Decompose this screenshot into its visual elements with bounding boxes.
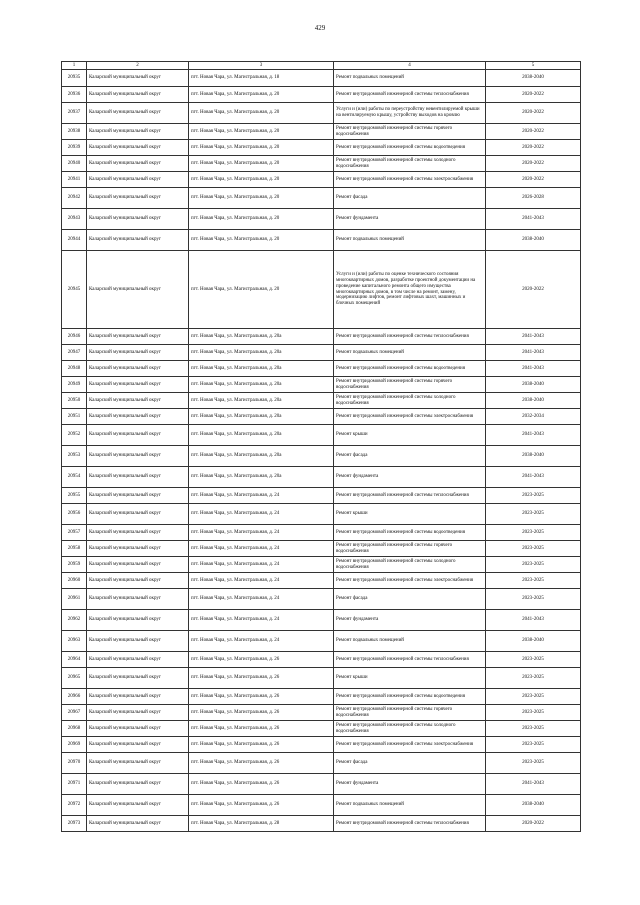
cell-work: Ремонт внутридомовой инженерной системы холодного водоснабжения: [334, 557, 486, 573]
cell-id: 20941: [62, 172, 87, 188]
cell-id: 20953: [62, 446, 87, 467]
cell-address: пгт. Новая Чара, ул. Магистральная, д. 26: [189, 652, 334, 668]
cell-address: пгт. Новая Чара, ул. Магистральная, д. 20а: [189, 409, 334, 425]
cell-id: 20971: [62, 774, 87, 795]
cell-period: 2041-2043: [486, 361, 581, 377]
cell-address: пгт. Новая Чара, ул. Магистральная, д. 20: [189, 156, 334, 172]
cell-address: пгт. Новая Чара, ул. Магистральная, д. 26: [189, 721, 334, 737]
cell-work: Ремонт внутридомовой инженерной системы электроснабжения: [334, 573, 486, 589]
cell-id: 20973: [62, 816, 87, 832]
cell-work: Ремонт внутридомовой инженерной системы теплоснабжения: [334, 816, 486, 832]
cell-id: 20962: [62, 610, 87, 631]
table-row: [62, 737, 581, 753]
cell-address: пгт. Новая Чара, ул. Магистральная, д. 20: [189, 172, 334, 188]
cell-period: 2023-2025: [486, 753, 581, 774]
cell-period: 2020-2022: [486, 816, 581, 832]
cell-district: Каларский муниципальный округ: [87, 689, 189, 705]
cell-district: Каларский муниципальный округ: [87, 361, 189, 377]
cell-address: пгт. Новая Чара, ул. Магистральная, д. 24: [189, 504, 334, 525]
cell-work: Ремонт фундамента: [334, 209, 486, 230]
cell-period: 2023-2025: [486, 652, 581, 668]
cell-id: 20943: [62, 209, 87, 230]
cell-id: 20945: [62, 251, 87, 329]
cell-work: Ремонт крыши: [334, 668, 486, 689]
cell-id: 20970: [62, 753, 87, 774]
table-row: [62, 361, 581, 377]
cell-district: Каларский муниципальный округ: [87, 377, 189, 393]
cell-address: пгт. Новая Чара, ул. Магистральная, д. 20а: [189, 377, 334, 393]
cell-address: пгт. Новая Чара, ул. Магистральная, д. 24: [189, 541, 334, 557]
cell-id: 20967: [62, 705, 87, 721]
cell-id: 20947: [62, 345, 87, 361]
capital-repair-table: [61, 61, 581, 832]
cell-id: 20954: [62, 467, 87, 488]
cell-district: Каларский муниципальный округ: [87, 393, 189, 409]
cell-address: пгт. Новая Чара, ул. Магистральная, д. 28: [189, 816, 334, 832]
cell-work: Ремонт внутридомовой инженерной системы электроснабжения: [334, 409, 486, 425]
table-row: [62, 230, 581, 251]
cell-id: 20937: [62, 103, 87, 124]
cell-work: Ремонт подвальных помещений: [334, 631, 486, 652]
cell-work: Ремонт внутридомовой инженерной системы горячего водоснабжения: [334, 124, 486, 140]
table-row: [62, 156, 581, 172]
cell-period: 2023-2025: [486, 541, 581, 557]
cell-district: Каларский муниципальный округ: [87, 610, 189, 631]
cell-district: Каларский муниципальный округ: [87, 251, 189, 329]
cell-address: пгт. Новая Чара, ул. Магистральная, д. 20: [189, 140, 334, 156]
cell-id: 20935: [62, 70, 87, 87]
cell-district: Каларский муниципальный округ: [87, 557, 189, 573]
table-row: [62, 425, 581, 446]
cell-district: Каларский муниципальный округ: [87, 124, 189, 140]
cell-address: пгт. Новая Чара, ул. Магистральная, д. 26: [189, 737, 334, 753]
cell-address: пгт. Новая Чара, ул. Магистральная, д. 20: [189, 188, 334, 209]
cell-district: Каларский муниципальный округ: [87, 573, 189, 589]
cell-work: Ремонт фасада: [334, 446, 486, 467]
table-row: [62, 573, 581, 589]
table-row: [62, 488, 581, 504]
table-header-row: [62, 62, 581, 70]
cell-work: Ремонт фасада: [334, 188, 486, 209]
cell-period: 2038-2040: [486, 70, 581, 87]
cell-address: пгт. Новая Чара, ул. Магистральная, д. 20а: [189, 329, 334, 345]
cell-id: 20955: [62, 488, 87, 504]
table-row: [62, 668, 581, 689]
cell-district: Каларский муниципальный округ: [87, 721, 189, 737]
cell-period: 2020-2022: [486, 140, 581, 156]
cell-work: Ремонт внутридомовой инженерной системы водоотведения: [334, 525, 486, 541]
cell-district: Каларский муниципальный округ: [87, 70, 189, 87]
cell-work: Ремонт внутридомовой инженерной системы теплоснабжения: [334, 488, 486, 504]
cell-address: пгт. Новая Чара, ул. Магистральная, д. 24: [189, 589, 334, 610]
cell-district: Каларский муниципальный округ: [87, 488, 189, 504]
cell-id: 20951: [62, 409, 87, 425]
table-row: [62, 652, 581, 668]
cell-district: Каларский муниципальный округ: [87, 209, 189, 230]
cell-id: 20958: [62, 541, 87, 557]
cell-period: 2041-2043: [486, 329, 581, 345]
cell-id: 20944: [62, 230, 87, 251]
cell-work: Ремонт фундамента: [334, 774, 486, 795]
table-row: [62, 209, 581, 230]
table-row: [62, 172, 581, 188]
table-row: [62, 329, 581, 345]
table-row: [62, 525, 581, 541]
table-row: [62, 541, 581, 557]
cell-period: 2020-2022: [486, 251, 581, 329]
cell-work: Ремонт подвальных помещений: [334, 230, 486, 251]
cell-work: Ремонт внутридомовой инженерной системы электроснабжения: [334, 172, 486, 188]
column-header: 2: [87, 62, 189, 70]
cell-id: 20948: [62, 361, 87, 377]
cell-district: Каларский муниципальный округ: [87, 589, 189, 610]
table-row: [62, 103, 581, 124]
cell-id: 20965: [62, 668, 87, 689]
cell-id: 20942: [62, 188, 87, 209]
cell-district: Каларский муниципальный округ: [87, 541, 189, 557]
cell-period: 2023-2025: [486, 689, 581, 705]
cell-address: пгт. Новая Чара, ул. Магистральная, д. 20а: [189, 361, 334, 377]
table-row: [62, 504, 581, 525]
cell-period: 2023-2025: [486, 721, 581, 737]
table-row: [62, 589, 581, 610]
cell-work: Ремонт внутридомовой инженерной системы теплоснабжения: [334, 652, 486, 668]
cell-period: 2023-2025: [486, 573, 581, 589]
cell-work: Ремонт внутридомовой инженерной системы горячего водоснабжения: [334, 541, 486, 557]
cell-period: 2026-2028: [486, 188, 581, 209]
table-row: [62, 557, 581, 573]
table-row: [62, 631, 581, 652]
cell-period: 2020-2022: [486, 156, 581, 172]
cell-address: пгт. Новая Чара, ул. Магистральная, д. 20: [189, 209, 334, 230]
cell-period: 2041-2043: [486, 774, 581, 795]
cell-work: Ремонт внутридомовой инженерной системы горячего водоснабжения: [334, 705, 486, 721]
cell-period: 2038-2040: [486, 795, 581, 816]
cell-district: Каларский муниципальный округ: [87, 140, 189, 156]
cell-id: 20949: [62, 377, 87, 393]
table-row: [62, 446, 581, 467]
cell-district: Каларский муниципальный округ: [87, 795, 189, 816]
cell-address: пгт. Новая Чара, ул. Магистральная, д. 20а: [189, 446, 334, 467]
cell-district: Каларский муниципальный округ: [87, 631, 189, 652]
cell-id: 20946: [62, 329, 87, 345]
table-row: [62, 816, 581, 832]
cell-id: 20936: [62, 87, 87, 103]
cell-district: Каларский муниципальный округ: [87, 753, 189, 774]
cell-period: 2041-2043: [486, 610, 581, 631]
cell-district: Каларский муниципальный округ: [87, 774, 189, 795]
cell-district: Каларский муниципальный округ: [87, 103, 189, 124]
cell-id: 20957: [62, 525, 87, 541]
cell-work: Ремонт подвальных помещений: [334, 345, 486, 361]
cell-address: пгт. Новая Чара, ул. Магистральная, д. 24: [189, 525, 334, 541]
cell-id: 20939: [62, 140, 87, 156]
cell-id: 20968: [62, 721, 87, 737]
cell-address: пгт. Новая Чара, ул. Магистральная, д. 26: [189, 705, 334, 721]
cell-district: Каларский муниципальный округ: [87, 425, 189, 446]
cell-work: Ремонт подвальных помещений: [334, 70, 486, 87]
cell-work: Ремонт внутридомовой инженерной системы теплоснабжения: [334, 329, 486, 345]
table-row: [62, 251, 581, 329]
table-row: [62, 774, 581, 795]
cell-address: пгт. Новая Чара, ул. Магистральная, д. 20а: [189, 425, 334, 446]
cell-id: 20959: [62, 557, 87, 573]
cell-address: пгт. Новая Чара, ул. Магистральная, д. 26: [189, 774, 334, 795]
table-row: [62, 188, 581, 209]
cell-period: 2038-2040: [486, 446, 581, 467]
cell-id: 20938: [62, 124, 87, 140]
cell-work: Ремонт внутридомовой инженерной системы водоотведения: [334, 361, 486, 377]
cell-address: пгт. Новая Чара, ул. Магистральная, д. 26: [189, 795, 334, 816]
cell-address: пгт. Новая Чара, ул. Магистральная, д. 20а: [189, 393, 334, 409]
cell-district: Каларский муниципальный округ: [87, 525, 189, 541]
cell-work: Ремонт фундамента: [334, 467, 486, 488]
cell-address: пгт. Новая Чара, ул. Магистральная, д. 20а: [189, 467, 334, 488]
column-header: 1: [62, 62, 87, 70]
cell-period: 2041-2043: [486, 345, 581, 361]
cell-district: Каларский муниципальный округ: [87, 737, 189, 753]
cell-id: 20972: [62, 795, 87, 816]
cell-work: Ремонт фундамента: [334, 610, 486, 631]
cell-address: пгт. Новая Чара, ул. Магистральная, д. 18: [189, 70, 334, 87]
cell-work: Ремонт внутридомовой инженерной системы водоотведения: [334, 689, 486, 705]
cell-work: Услуги и (или) работы по переустройству невентилируемой крыши на вентилируемую крышу, устройству выходов на кровлю: [334, 103, 486, 124]
cell-work: Ремонт внутридомовой инженерной системы электроснабжения: [334, 737, 486, 753]
cell-address: пгт. Новая Чара, ул. Магистральная, д. 20: [189, 251, 334, 329]
cell-period: 2020-2022: [486, 103, 581, 124]
column-header: 5: [486, 62, 581, 70]
cell-district: Каларский муниципальный округ: [87, 172, 189, 188]
cell-district: Каларский муниципальный округ: [87, 705, 189, 721]
cell-district: Каларский муниципальный округ: [87, 156, 189, 172]
cell-period: 2023-2025: [486, 668, 581, 689]
table-row: [62, 377, 581, 393]
cell-period: 2023-2025: [486, 737, 581, 753]
cell-work: Ремонт крыши: [334, 425, 486, 446]
cell-district: Каларский муниципальный округ: [87, 668, 189, 689]
table-row: [62, 124, 581, 140]
cell-period: 2020-2022: [486, 124, 581, 140]
cell-period: 2023-2025: [486, 589, 581, 610]
cell-district: Каларский муниципальный округ: [87, 329, 189, 345]
table-row: [62, 467, 581, 488]
cell-work: Ремонт внутридомовой инженерной системы холодного водоснабжения: [334, 156, 486, 172]
cell-address: пгт. Новая Чара, ул. Магистральная, д. 20: [189, 124, 334, 140]
cell-address: пгт. Новая Чара, ул. Магистральная, д. 20а: [189, 345, 334, 361]
cell-id: 20952: [62, 425, 87, 446]
cell-period: 2023-2025: [486, 504, 581, 525]
cell-address: пгт. Новая Чара, ул. Магистральная, д. 20: [189, 87, 334, 103]
table-row: [62, 721, 581, 737]
cell-id: 20956: [62, 504, 87, 525]
cell-work: Ремонт фасада: [334, 753, 486, 774]
cell-district: Каларский муниципальный округ: [87, 345, 189, 361]
table-row: [62, 753, 581, 774]
cell-id: 20940: [62, 156, 87, 172]
cell-address: пгт. Новая Чара, ул. Магистральная, д. 24: [189, 488, 334, 504]
cell-period: 2020-2022: [486, 87, 581, 103]
cell-address: пгт. Новая Чара, ул. Магистральная, д. 24: [189, 631, 334, 652]
cell-district: Каларский муниципальный округ: [87, 87, 189, 103]
cell-address: пгт. Новая Чара, ул. Магистральная, д. 20: [189, 230, 334, 251]
column-header: 4: [334, 62, 486, 70]
cell-address: пгт. Новая Чара, ул. Магистральная, д. 20: [189, 103, 334, 124]
cell-id: 20964: [62, 652, 87, 668]
cell-address: пгт. Новая Чара, ул. Магистральная, д. 26: [189, 668, 334, 689]
cell-period: 2038-2040: [486, 377, 581, 393]
cell-district: Каларский муниципальный округ: [87, 504, 189, 525]
cell-address: пгт. Новая Чара, ул. Магистральная, д. 26: [189, 689, 334, 705]
cell-period: 2023-2025: [486, 488, 581, 504]
table-row: [62, 70, 581, 87]
cell-work: Ремонт фасада: [334, 589, 486, 610]
cell-district: Каларский муниципальный округ: [87, 652, 189, 668]
cell-work: Услуги и (или) работы по оценке технического состояния многоквартирных домов, разработке проектной документации на проведение капитального ремонта общего имущества многоквартирных домов, в том числе на ремонт, замену, модернизацию лифтов, ремонт лифтовых шахт, машинных и блочных помещений: [334, 251, 486, 329]
cell-period: 2041-2043: [486, 425, 581, 446]
cell-work: Ремонт внутридомовой инженерной системы водоотведения: [334, 140, 486, 156]
cell-district: Каларский муниципальный округ: [87, 446, 189, 467]
table-row: [62, 689, 581, 705]
cell-period: 2023-2025: [486, 557, 581, 573]
cell-district: Каларский муниципальный округ: [87, 409, 189, 425]
cell-work: Ремонт внутридомовой инженерной системы теплоснабжения: [334, 87, 486, 103]
cell-period: 2041-2043: [486, 209, 581, 230]
table-row: [62, 705, 581, 721]
cell-period: 2038-2040: [486, 631, 581, 652]
cell-id: 20966: [62, 689, 87, 705]
cell-period: 2020-2022: [486, 172, 581, 188]
table-row: [62, 795, 581, 816]
table-row: [62, 87, 581, 103]
cell-id: 20963: [62, 631, 87, 652]
table-row: [62, 345, 581, 361]
cell-period: 2038-2040: [486, 393, 581, 409]
cell-period: 2041-2043: [486, 467, 581, 488]
cell-district: Каларский муниципальный округ: [87, 230, 189, 251]
cell-period: 2038-2040: [486, 230, 581, 251]
cell-district: Каларский муниципальный округ: [87, 188, 189, 209]
page-number: 429: [314, 24, 326, 32]
table-row: [62, 610, 581, 631]
cell-work: Ремонт внутридомовой инженерной системы холодного водоснабжения: [334, 721, 486, 737]
table-row: [62, 409, 581, 425]
table-row: [62, 393, 581, 409]
cell-period: 2032-2034: [486, 409, 581, 425]
cell-id: 20960: [62, 573, 87, 589]
cell-address: пгт. Новая Чара, ул. Магистральная, д. 26: [189, 753, 334, 774]
table-body: [62, 70, 581, 832]
cell-district: Каларский муниципальный округ: [87, 816, 189, 832]
cell-address: пгт. Новая Чара, ул. Магистральная, д. 24: [189, 573, 334, 589]
cell-district: Каларский муниципальный округ: [87, 467, 189, 488]
table-row: [62, 140, 581, 156]
cell-address: пгт. Новая Чара, ул. Магистральная, д. 24: [189, 557, 334, 573]
cell-period: 2023-2025: [486, 525, 581, 541]
cell-work: Ремонт внутридомовой инженерной системы холодного водоснабжения: [334, 393, 486, 409]
cell-id: 20969: [62, 737, 87, 753]
cell-id: 20950: [62, 393, 87, 409]
column-header: 3: [189, 62, 334, 70]
cell-address: пгт. Новая Чара, ул. Магистральная, д. 24: [189, 610, 334, 631]
cell-work: Ремонт крыши: [334, 504, 486, 525]
cell-work: Ремонт внутридомовой инженерной системы горячего водоснабжения: [334, 377, 486, 393]
cell-period: 2023-2025: [486, 705, 581, 721]
cell-id: 20961: [62, 589, 87, 610]
cell-work: Ремонт подвальных помещений: [334, 795, 486, 816]
